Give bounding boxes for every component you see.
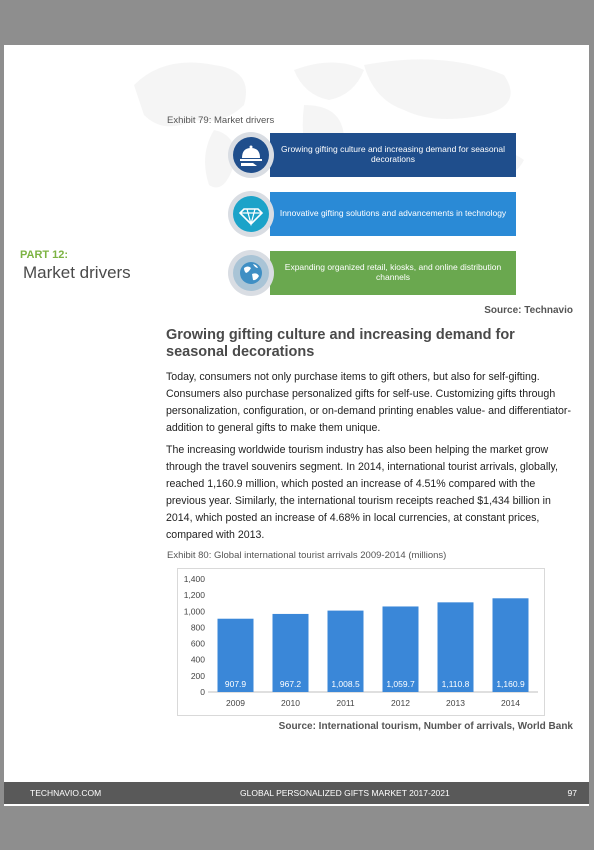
y-tick-label: 1,200 xyxy=(183,590,205,601)
y-tick-label: 1,400 xyxy=(183,574,205,584)
chart-frame xyxy=(177,568,545,716)
page-number: 97 xyxy=(567,788,577,798)
y-tick-label: 600 xyxy=(190,638,205,649)
bar-2014 xyxy=(493,598,529,692)
x-tick-label: 2012 xyxy=(391,698,410,708)
document-page xyxy=(4,45,589,806)
y-tick-label: 0 xyxy=(200,687,205,697)
driver-item-2 xyxy=(228,191,516,237)
y-tick-label: 400 xyxy=(190,654,205,665)
y-tick-label: 800 xyxy=(190,622,205,633)
exhibit-80-caption: Exhibit 80: Global international tourist arrivals 2009-2014 (millions) xyxy=(167,550,447,561)
footer-report-title: GLOBAL PERSONALIZED GIFTS MARKET 2017-2021 xyxy=(240,788,450,798)
section-heading: Growing gifting culture and increasing demand for seasonal decorations xyxy=(166,327,515,360)
driver-1-label: Growing gifting culture and increasing demand for seasonal decorations xyxy=(270,133,516,177)
driver-item-3 xyxy=(228,250,516,296)
driver-2-label: Innovative gifting solutions and advancements in technology xyxy=(270,192,516,236)
diamond-icon xyxy=(233,196,269,232)
page-footer xyxy=(4,782,589,804)
data-label: 967.2 xyxy=(279,679,302,689)
y-tick-label: 1,000 xyxy=(183,606,205,617)
x-tick-label: 2013 xyxy=(446,698,465,708)
data-label: 1,110.8 xyxy=(441,679,470,689)
data-label: 1,059.7 xyxy=(386,679,415,689)
globe-icon xyxy=(233,255,269,291)
part-label: PART 12: xyxy=(20,249,69,261)
paragraph-2: The increasing worldwide tourism industry has also been helping the market grow through the travel souvenirs segment. In 2014, international tourist arrivals, globally, reached 1,160.9 million, which posted an increase of 4.51% compared with the previous year. Similarly, the international tourism receipts reached $1,434 billion in 2014, which posted an increase of 4.68% in local currencies, at constant prices, compared with 2013. xyxy=(166,444,558,541)
x-tick-label: 2011 xyxy=(336,698,355,708)
bar-chart xyxy=(178,569,544,715)
data-label: 1,160.9 xyxy=(496,679,525,689)
x-tick-label: 2014 xyxy=(501,698,520,708)
serving-cloche-icon xyxy=(233,137,269,173)
driver-3-label: Expanding organized retail, kiosks, and online distribution channels xyxy=(270,251,516,295)
footer-site: TECHNAVIO.COM xyxy=(30,788,102,798)
paragraph-1: Today, consumers not only purchase items to gift others, but also for self-gifting. Consumers also purchase personalized gifts for self-use. Customizing gifts through personalization, configuration, or on-demand printing enables value- and differentiator-addition to general gifts to make them unique. xyxy=(166,371,571,434)
driver-item-1 xyxy=(228,132,516,178)
part-title: Market drivers xyxy=(23,263,131,282)
source-technavio: Source: Technavio xyxy=(484,305,573,316)
x-tick-label: 2009 xyxy=(226,698,245,708)
x-tick-label: 2010 xyxy=(281,698,300,708)
source-world-bank: Source: International tourism, Number of arrivals, World Bank xyxy=(278,721,573,732)
exhibit-79-caption: Exhibit 79: Market drivers xyxy=(167,115,275,126)
data-label: 1,008.5 xyxy=(331,679,360,689)
y-tick-label: 200 xyxy=(190,670,205,681)
data-label: 907.9 xyxy=(224,679,247,689)
